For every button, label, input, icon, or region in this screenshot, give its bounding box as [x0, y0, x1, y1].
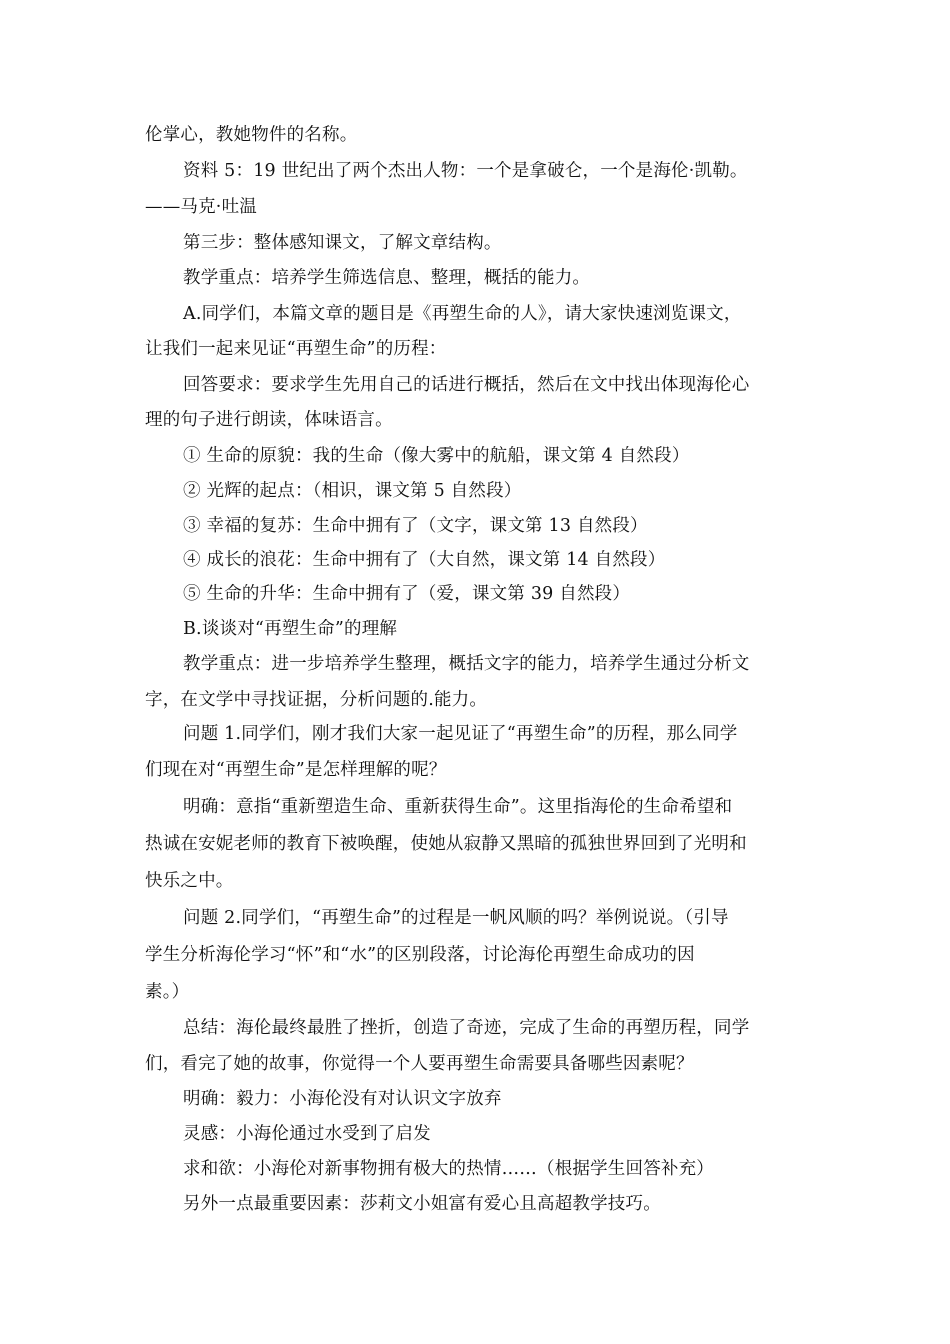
- text-line: 们现在对“再塑生命”是怎样理解的呢？: [145, 760, 447, 780]
- text-line: 另外一点最重要因素：莎莉文小姐富有爱心且高超教学技巧。: [183, 1194, 661, 1214]
- text-line: ——马克·吐温: [145, 197, 257, 217]
- text-line: 让我们一起来见证“再塑生命”的历程：: [145, 339, 447, 359]
- text-line: 理的句子进行朗读，体味语言。: [145, 410, 393, 430]
- text-line: 回答要求：要求学生先用自己的话进行概括，然后在文中找出体现海伦心: [183, 375, 750, 395]
- text-line: 们，看完了她的故事，你觉得一个人要再塑生命需要具备哪些因素呢？: [145, 1054, 694, 1074]
- text-line: 总结：海伦最终最胜了挫折，创造了奇迹，完成了生命的再塑历程，同学: [183, 1018, 750, 1038]
- text-line: 素。）: [145, 982, 190, 1002]
- text-line: 问题 1.同学们，刚才我们大家一起见证了“再塑生命”的历程，那么同学: [183, 724, 738, 744]
- text-line: 字，在文学中寻找证据，分析问题的.能力。: [145, 690, 488, 710]
- text-line: 求和欲：小海伦对新事物拥有极大的热情……（根据学生回答补充）: [183, 1159, 714, 1179]
- text-line: 灵感：小海伦通过水受到了启发: [183, 1124, 431, 1144]
- text-line: 教学重点：进一步培养学生整理，概括文字的能力，培养学生通过分析文: [183, 654, 750, 674]
- text-line: ② 光辉的起点：（相识，课文第 5 自然段）: [183, 481, 522, 501]
- text-line: 学生分析海伦学习“怀”和“水”的区别段落，讨论海伦再塑生命成功的因: [145, 945, 695, 965]
- text-line: ⑤ 生命的升华：生命中拥有了（爱，课文第 39 自然段）: [183, 584, 631, 604]
- text-line: ③ 幸福的复苏：生命中拥有了（文字，课文第 13 自然段）: [183, 516, 648, 536]
- text-line: 教学重点：培养学生筛选信息、整理，概括的能力。: [183, 268, 591, 288]
- text-line: ④ 成长的浪花：生命中拥有了（大自然，课文第 14 自然段）: [183, 550, 666, 570]
- text-line: 伦掌心，教她物件的名称。: [145, 125, 358, 145]
- text-line: 快乐之中。: [145, 871, 234, 891]
- text-line: 明确：意指“重新塑造生命、重新获得生命”。这里指海伦的生命希望和: [183, 797, 733, 817]
- text-line: 资料 5：19 世纪出了两个杰出人物：一个是拿破仑，一个是海伦·凯勒。: [183, 161, 748, 181]
- text-line: 明确：毅力：小海伦没有对认识文字放弃: [183, 1089, 502, 1109]
- text-line: ① 生命的原貌：我的生命（像大雾中的航船，课文第 4 自然段）: [183, 446, 690, 466]
- text-line: A.同学们，本篇文章的题目是《再塑生命的人》，请大家快速浏览课文，: [183, 304, 742, 324]
- text-line: 问题 2.同学们，“再塑生命”的过程是一帆风顺的吗？举例说说。（引导: [183, 908, 729, 928]
- text-line: B.谈谈对“再塑生命”的理解: [183, 619, 398, 639]
- text-line: 热诚在安妮老师的教育下被唤醒，使她从寂静又黑暗的孤独世界回到了光明和: [145, 834, 747, 854]
- text-line: 第三步：整体感知课文，了解文章结构。: [183, 233, 502, 253]
